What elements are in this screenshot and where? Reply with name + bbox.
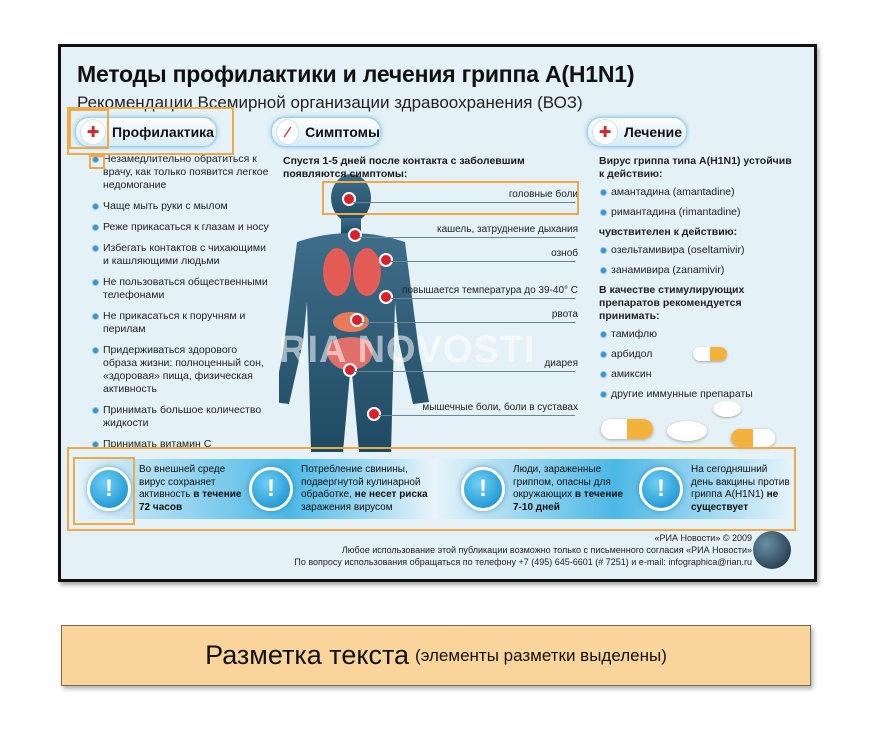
symptom-label: озноб [551, 248, 578, 259]
symptom-leader-line [379, 415, 575, 416]
symptom-label: повышается температура до 39-40° С [402, 285, 578, 296]
list-item: арбидол [599, 348, 799, 361]
symptom-marker [379, 253, 393, 267]
symptom-leader-line [353, 202, 575, 203]
list-item: озельтамивира (oseltamivir) [599, 244, 799, 257]
symptoms-header [271, 117, 381, 147]
fact-item [87, 459, 247, 519]
fact-text: На сегодняшний день вакцины против гриппа А(H1N1) не существует [691, 464, 790, 513]
symptom-label: головные боли [508, 189, 578, 200]
tablet-icon [713, 401, 741, 417]
exclamation-icon: ! [87, 467, 131, 511]
exclamation-icon: ! [249, 467, 293, 511]
list-item: амиксин [599, 368, 799, 381]
symptom-leader-line [359, 237, 575, 238]
symptom-marker [342, 192, 356, 206]
fact-item [249, 459, 445, 519]
list-item: Не пользоваться общественными телефонами [91, 276, 269, 302]
caption-main: Разметка текста [205, 640, 410, 670]
list-item: Принимать витамин С [91, 438, 269, 451]
prevention-label: Профилактика [112, 124, 214, 140]
symptom-label: мышечные боли, боли в суставах [422, 402, 578, 413]
capsule-icon [731, 429, 775, 447]
list-item: тамифлю [599, 328, 799, 341]
footer-usage: Любое использование этой публикации возможно только с письменного согласия «РИА Новости» [341, 545, 752, 555]
prevention-header [75, 117, 217, 147]
fact-text: Во внешней среде вирус сохраняет активность в течение 72 часов [139, 464, 242, 513]
fact-item [461, 459, 631, 519]
fact-item [639, 459, 791, 519]
tablet-icon [667, 421, 707, 441]
symptom-label: рвота [551, 309, 578, 320]
prevention-list [91, 153, 269, 459]
symptom-marker [379, 290, 393, 304]
ria-logo-icon [753, 531, 791, 569]
symptom-label: диарея [544, 358, 578, 369]
symptom-leader-line [391, 298, 575, 299]
red-cross-icon: ✚ [592, 119, 618, 145]
list-item: Незамедлительно обратиться к врачу, как только появится легкое недомогание [91, 153, 269, 192]
infographic-subtitle: Рекомендации Всемирной организации здравоохранения (ВОЗ) [77, 93, 583, 112]
symptom-leader-line [361, 322, 575, 323]
capsule-icon [693, 347, 727, 361]
symptoms-intro: Спустя 1-5 дней после контакта с заболевшим появляются симптомы: [283, 155, 525, 180]
exclamation-icon: ! [639, 467, 683, 511]
stimulants-heading: В качестве стимулирующих препаратов рекомендуется принимать: [599, 284, 745, 322]
treatment-label: Лечение [624, 124, 683, 140]
symptom-leader-line [391, 261, 575, 262]
caption-note: (элементы разметки выделены) [415, 645, 667, 665]
symptom-label: кашель, затруднение дыхания [437, 224, 578, 235]
thermometer-icon: ⁄ [276, 119, 299, 145]
symptom-marker [350, 313, 364, 327]
person-plus-icon: ✚ [80, 119, 106, 145]
list-item: Избегать контактов с чихающими и кашляющими людьми [91, 242, 269, 268]
list-item: занамивира (zanamivir) [599, 264, 799, 277]
list-item: Придерживаться здорового образа жизни: полноценный сон, «здоровая» пища, физическая активность [91, 344, 269, 396]
treatment-column [599, 155, 799, 408]
list-item: Реже прикасаться к глазам и носу [91, 221, 269, 234]
list-item: другие иммунные препараты [599, 388, 799, 401]
capsule-icon [601, 419, 653, 439]
list-item: Не прикасаться к поручням и перилам [91, 310, 269, 336]
exclamation-icon: ! [461, 467, 505, 511]
caption-box [61, 625, 811, 686]
treatment-header [587, 117, 687, 147]
facts-band [73, 459, 795, 519]
footer-copyright: «РИА Новости» © 2009 [654, 533, 752, 543]
list-item: Принимать большое количество жидкости [91, 404, 269, 430]
footer-contact: По вопросу использования обращаться по телефону +7 (495) 645-6601 (# 7251) и e-mail: infographica@rian.ru [294, 557, 752, 567]
symptoms-label: Симптомы [305, 124, 380, 140]
resistant-heading: Вирус гриппа типа А(H1N1) устойчив к действию: [599, 155, 792, 180]
list-item: амантадина (amantadine) [599, 186, 799, 199]
symptom-marker [348, 228, 362, 242]
sensitive-heading: чувствителен к действию: [599, 226, 738, 238]
list-item: римантадина (rimantadine) [599, 206, 799, 219]
infographic-card [58, 44, 817, 582]
infographic-title: Методы профилактики и лечения гриппа А(H1N1) [77, 61, 635, 87]
fact-text: Потребление свинины, подвергнутой кулинарной обработке, не несет риска заражения вирусом [301, 464, 428, 513]
symptom-marker [367, 407, 381, 421]
list-item: Чаще мыть руки с мылом [91, 200, 269, 213]
fact-text: Люди, зараженные гриппом, опасны для окружающих в течение 7-10 дней [513, 464, 624, 513]
watermark: RIA NOVOSTI [279, 329, 536, 371]
